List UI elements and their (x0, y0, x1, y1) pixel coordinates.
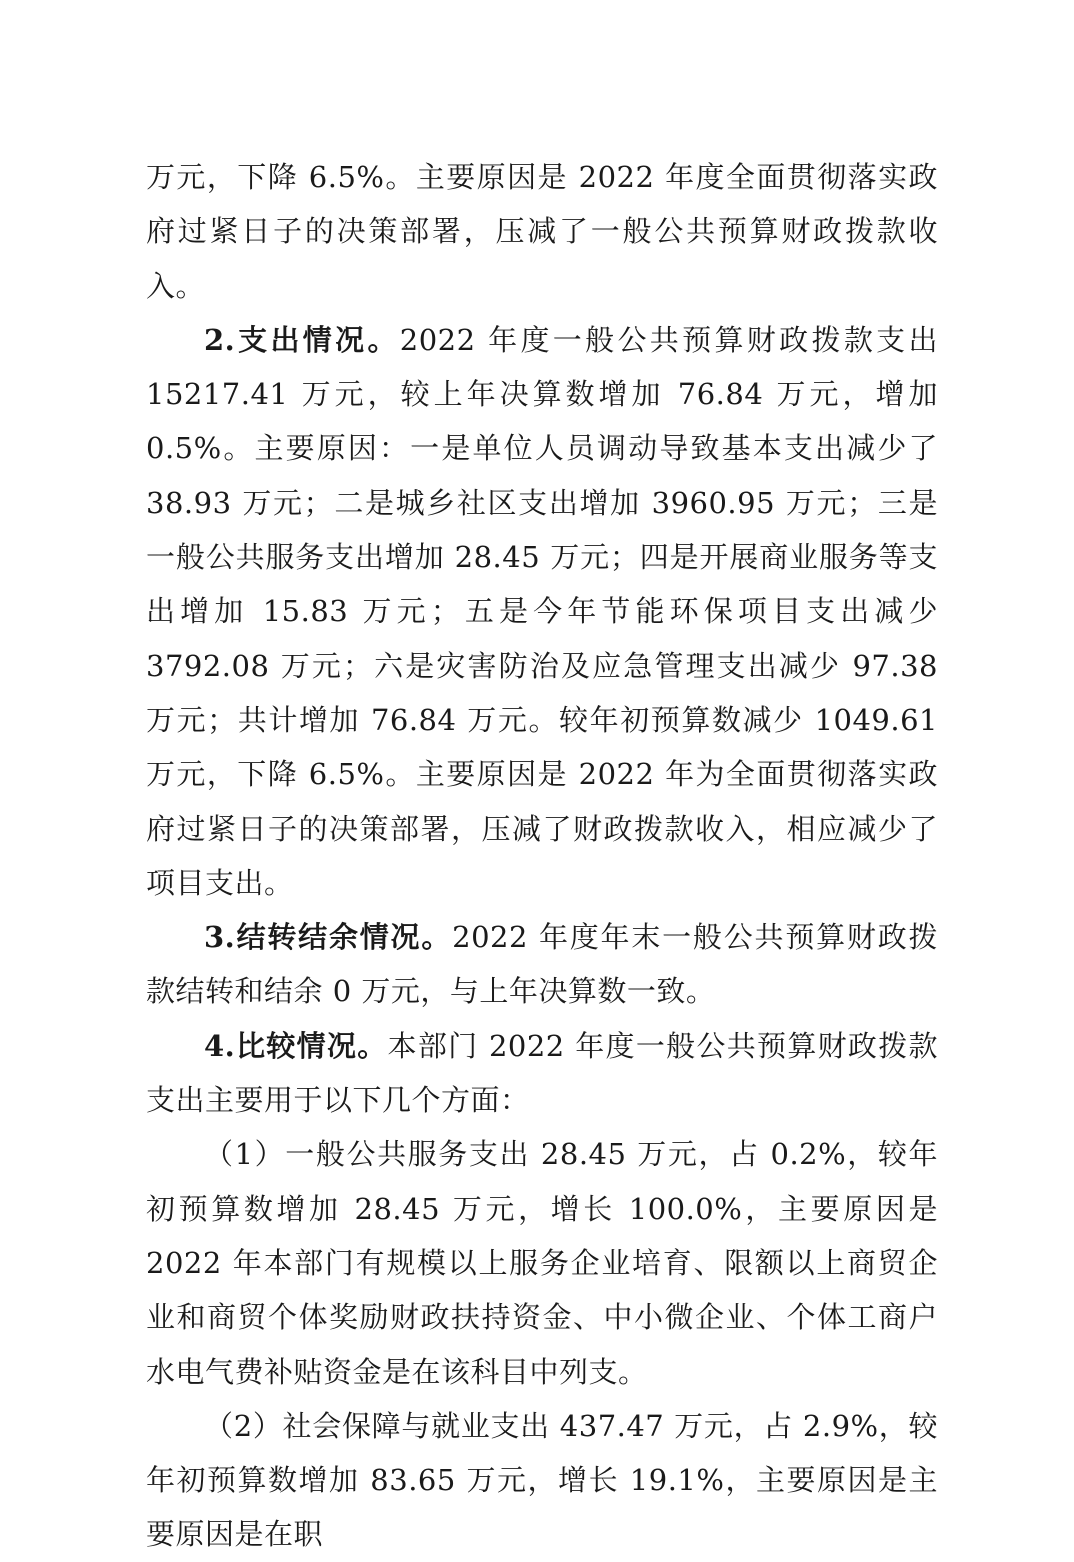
heading-carryover: 3.结转结余情况。 (204, 920, 453, 955)
heading-comparison: 4.比较情况。 (204, 1028, 388, 1063)
heading-expenditure: 2.支出情况。 (204, 322, 400, 357)
carryover-body: 2022 年度年末一般公共预算财政拨款结转和结余 0 万元，与上年决算数一致。 (146, 920, 938, 1009)
paragraph-item-2: （2）社会保障与就业支出 437.47 万元，占 2.9%，较年初预算数增加 83.65 万元，增长 19.1%，主要原因是主要原因是在职 (146, 1408, 938, 1552)
paragraph-income-decline: 万元，下降 6.5%。主要原因是 2022 年度全面贯彻落实政府过紧日子的决策部署，压减了一般公共预算财政拨款收入。 (146, 160, 938, 303)
paragraph-item-1: （1）一般公共服务支出 28.45 万元，占 0.2%，较年初预算数增加 28.45 万元，增长 100.0%，主要原因是 2022 年本部门有规模以上服务企业培育、限额以上商贸企业和商贸个体奖励财政扶持资金、中小微企业、个体工商户水电气费补贴资金是在该科目中列支。 (146, 1137, 938, 1389)
document-page (146, 150, 938, 1562)
paragraph-expenditure (146, 313, 938, 910)
expenditure-body: 2022 年度一般公共预算财政拨款支出 15217.41 万元，较上年决算数增加 76.84 万元，增加 0.5%。主要原因：一是单位人员调动导致基本支出减少了 38.93 万元；二是城乡社区支出增加 3960.95 万元；三是一般公共服务支出增加 28.45 万元；四是开展商业服务等支出增加 15.83 万元；五是今年节能环保项目支出减少 3792.08 万元；六是灾害防治及应急管理支出减少 97.38 万元；共计增加 76.84 万元。较年初预算数减少 1049.61 万元，下降 6.5%。主要原因是 2022 年为全面贯彻落实政府过紧日子的决策部署，压减了财政拨款收入，相应减少了项目支出。 (146, 322, 938, 900)
paragraph-comparison (146, 1019, 938, 1128)
paragraph-carryover (146, 910, 938, 1019)
comparison-body: 本部门 2022 年度一般公共预算财政拨款支出主要用于以下几个方面： (146, 1028, 938, 1118)
